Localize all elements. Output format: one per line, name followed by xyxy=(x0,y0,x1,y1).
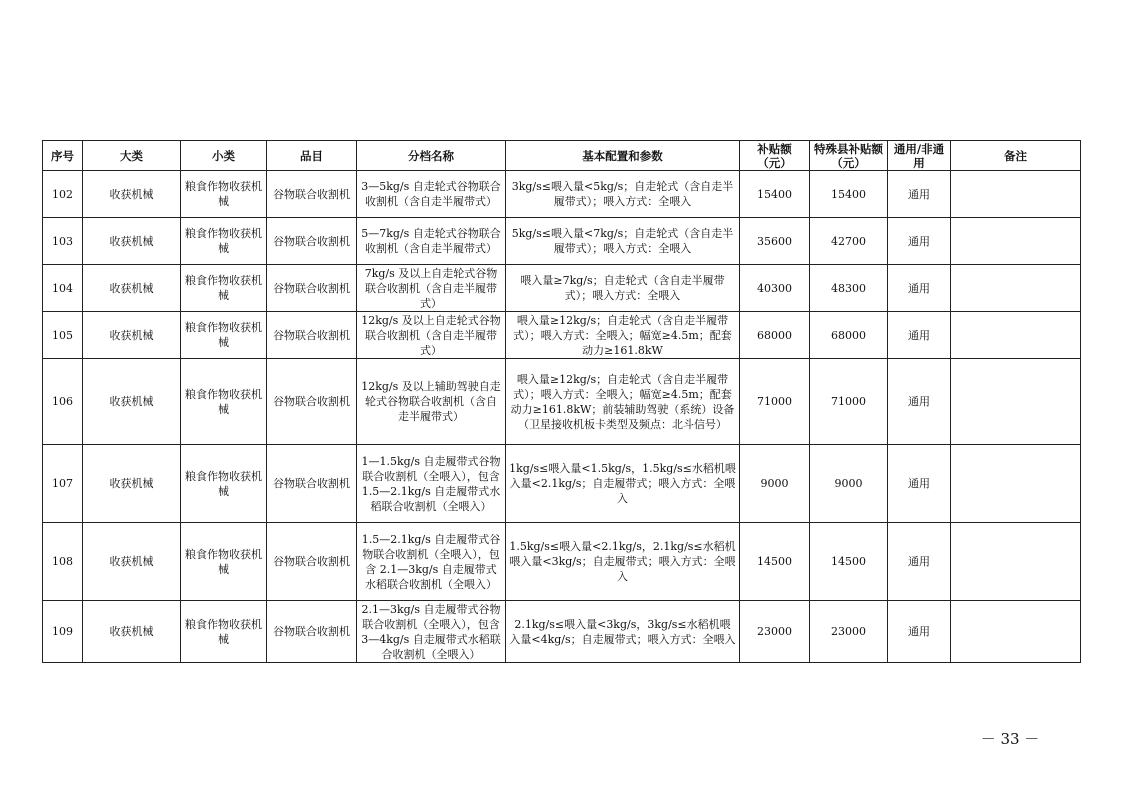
cell-subcategory: 粮食作物收获机械 xyxy=(181,265,267,312)
cell-category: 收获机械 xyxy=(83,171,181,218)
cell-general: 通用 xyxy=(888,265,951,312)
cell-item: 谷物联合收割机 xyxy=(267,218,357,265)
table-row xyxy=(43,445,1081,523)
cell-special-subsidy: 68000 xyxy=(810,312,888,359)
cell-general: 通用 xyxy=(888,359,951,445)
header-subsidy: 补贴额（元） xyxy=(740,141,810,171)
cell-special-subsidy: 71000 xyxy=(810,359,888,445)
cell-subsidy: 68000 xyxy=(740,312,810,359)
cell-config: 1.5kg/s≤喂入量<2.1kg/s，2.1kg/s≤水稻机喂入量<3kg/s；自走履带式；喂入方式：全喂入 xyxy=(506,523,740,601)
cell-general: 通用 xyxy=(888,218,951,265)
subsidy-table xyxy=(42,140,1081,663)
header-general: 通用/非通用 xyxy=(888,141,951,171)
table-row xyxy=(43,523,1081,601)
cell-item: 谷物联合收割机 xyxy=(267,523,357,601)
cell-category: 收获机械 xyxy=(83,265,181,312)
cell-remark xyxy=(951,601,1081,663)
cell-remark xyxy=(951,359,1081,445)
cell-tier-name: 1—1.5kg/s 自走履带式谷物联合收割机（全喂入），包含 1.5—2.1kg/s 自走履带式水稻联合收割机（全喂入） xyxy=(357,445,506,523)
cell-remark xyxy=(951,312,1081,359)
cell-config: 2.1kg/s≤喂入量<3kg/s，3kg/s≤水稻机喂入量<4kg/s；自走履带式；喂入方式：全喂入 xyxy=(506,601,740,663)
table-row xyxy=(43,265,1081,312)
cell-subcategory: 粮食作物收获机械 xyxy=(181,601,267,663)
cell-tier-name: 3—5kg/s 自走轮式谷物联合收割机（含自走半履带式） xyxy=(357,171,506,218)
cell-subcategory: 粮食作物收获机械 xyxy=(181,312,267,359)
cell-subcategory: 粮食作物收获机械 xyxy=(181,171,267,218)
cell-subsidy: 9000 xyxy=(740,445,810,523)
cell-config: 3kg/s≤喂入量<5kg/s；自走轮式（含自走半履带式）；喂入方式：全喂入 xyxy=(506,171,740,218)
header-remark: 备注 xyxy=(951,141,1081,171)
table-header-row xyxy=(43,141,1081,171)
cell-item: 谷物联合收割机 xyxy=(267,312,357,359)
cell-general: 通用 xyxy=(888,171,951,218)
cell-subcategory: 粮食作物收获机械 xyxy=(181,359,267,445)
cell-seq: 102 xyxy=(43,171,83,218)
cell-tier-name: 1.5—2.1kg/s 自走履带式谷物联合收割机（全喂入），包含 2.1—3kg/s 自走履带式水稻联合收割机（全喂入） xyxy=(357,523,506,601)
cell-subsidy: 71000 xyxy=(740,359,810,445)
cell-config: 5kg/s≤喂入量<7kg/s；自走轮式（含自走半履带式）；喂入方式：全喂入 xyxy=(506,218,740,265)
cell-seq: 104 xyxy=(43,265,83,312)
cell-subcategory: 粮食作物收获机械 xyxy=(181,445,267,523)
cell-special-subsidy: 15400 xyxy=(810,171,888,218)
table-row xyxy=(43,218,1081,265)
cell-tier-name: 12kg/s 及以上自走轮式谷物联合收割机（含自走半履带式） xyxy=(357,312,506,359)
cell-seq: 108 xyxy=(43,523,83,601)
cell-subsidy: 35600 xyxy=(740,218,810,265)
cell-remark xyxy=(951,218,1081,265)
cell-subsidy: 15400 xyxy=(740,171,810,218)
table-row xyxy=(43,601,1081,663)
cell-tier-name: 5—7kg/s 自走轮式谷物联合收割机（含自走半履带式） xyxy=(357,218,506,265)
cell-category: 收获机械 xyxy=(83,359,181,445)
cell-special-subsidy: 42700 xyxy=(810,218,888,265)
cell-remark xyxy=(951,171,1081,218)
cell-config: 喂入量≥12kg/s；自走轮式（含自走半履带式）；喂入方式：全喂入；幅宽≥4.5m；配套动力≥161.8kW；前装辅助驾驶（系统）设备（卫星接收机板卡类型及频点：北斗信号） xyxy=(506,359,740,445)
header-subcategory: 小类 xyxy=(181,141,267,171)
cell-seq: 107 xyxy=(43,445,83,523)
page-number: － 33 － xyxy=(980,730,1040,748)
cell-tier-name: 2.1—3kg/s 自走履带式谷物联合收割机（全喂入），包含 3—4kg/s 自走履带式水稻联合收割机（全喂入） xyxy=(357,601,506,663)
cell-config: 喂入量≥12kg/s；自走轮式（含自走半履带式）；喂入方式：全喂入；幅宽≥4.5m；配套动力≥161.8kW xyxy=(506,312,740,359)
cell-category: 收获机械 xyxy=(83,218,181,265)
cell-tier-name: 12kg/s 及以上辅助驾驶自走轮式谷物联合收割机（含自走半履带式） xyxy=(357,359,506,445)
table-row xyxy=(43,312,1081,359)
cell-general: 通用 xyxy=(888,523,951,601)
cell-config: 喂入量≥7kg/s；自走轮式（含自走半履带式）；喂入方式：全喂入 xyxy=(506,265,740,312)
cell-general: 通用 xyxy=(888,312,951,359)
cell-general: 通用 xyxy=(888,445,951,523)
cell-remark xyxy=(951,445,1081,523)
cell-special-subsidy: 48300 xyxy=(810,265,888,312)
cell-special-subsidy: 14500 xyxy=(810,523,888,601)
header-category: 大类 xyxy=(83,141,181,171)
cell-category: 收获机械 xyxy=(83,523,181,601)
cell-subsidy: 40300 xyxy=(740,265,810,312)
cell-special-subsidy: 9000 xyxy=(810,445,888,523)
cell-tier-name: 7kg/s 及以上自走轮式谷物联合收割机（含自走半履带式） xyxy=(357,265,506,312)
cell-item: 谷物联合收割机 xyxy=(267,171,357,218)
cell-item: 谷物联合收割机 xyxy=(267,265,357,312)
header-item: 品目 xyxy=(267,141,357,171)
header-config: 基本配置和参数 xyxy=(506,141,740,171)
cell-category: 收获机械 xyxy=(83,312,181,359)
header-tier-name: 分档名称 xyxy=(357,141,506,171)
cell-subcategory: 粮食作物收获机械 xyxy=(181,218,267,265)
cell-subsidy: 14500 xyxy=(740,523,810,601)
cell-subcategory: 粮食作物收获机械 xyxy=(181,523,267,601)
table-row xyxy=(43,359,1081,445)
cell-category: 收获机械 xyxy=(83,601,181,663)
cell-remark xyxy=(951,523,1081,601)
cell-seq: 105 xyxy=(43,312,83,359)
cell-item: 谷物联合收割机 xyxy=(267,601,357,663)
cell-remark xyxy=(951,265,1081,312)
cell-seq: 109 xyxy=(43,601,83,663)
cell-seq: 106 xyxy=(43,359,83,445)
cell-category: 收获机械 xyxy=(83,445,181,523)
cell-config: 1kg/s≤喂入量<1.5kg/s，1.5kg/s≤水稻机喂入量<2.1kg/s；自走履带式；喂入方式：全喂入 xyxy=(506,445,740,523)
table-row xyxy=(43,171,1081,218)
cell-item: 谷物联合收割机 xyxy=(267,359,357,445)
cell-seq: 103 xyxy=(43,218,83,265)
cell-item: 谷物联合收割机 xyxy=(267,445,357,523)
header-special-subsidy: 特殊县补贴额（元） xyxy=(810,141,888,171)
header-seq: 序号 xyxy=(43,141,83,171)
cell-general: 通用 xyxy=(888,601,951,663)
cell-subsidy: 23000 xyxy=(740,601,810,663)
cell-special-subsidy: 23000 xyxy=(810,601,888,663)
